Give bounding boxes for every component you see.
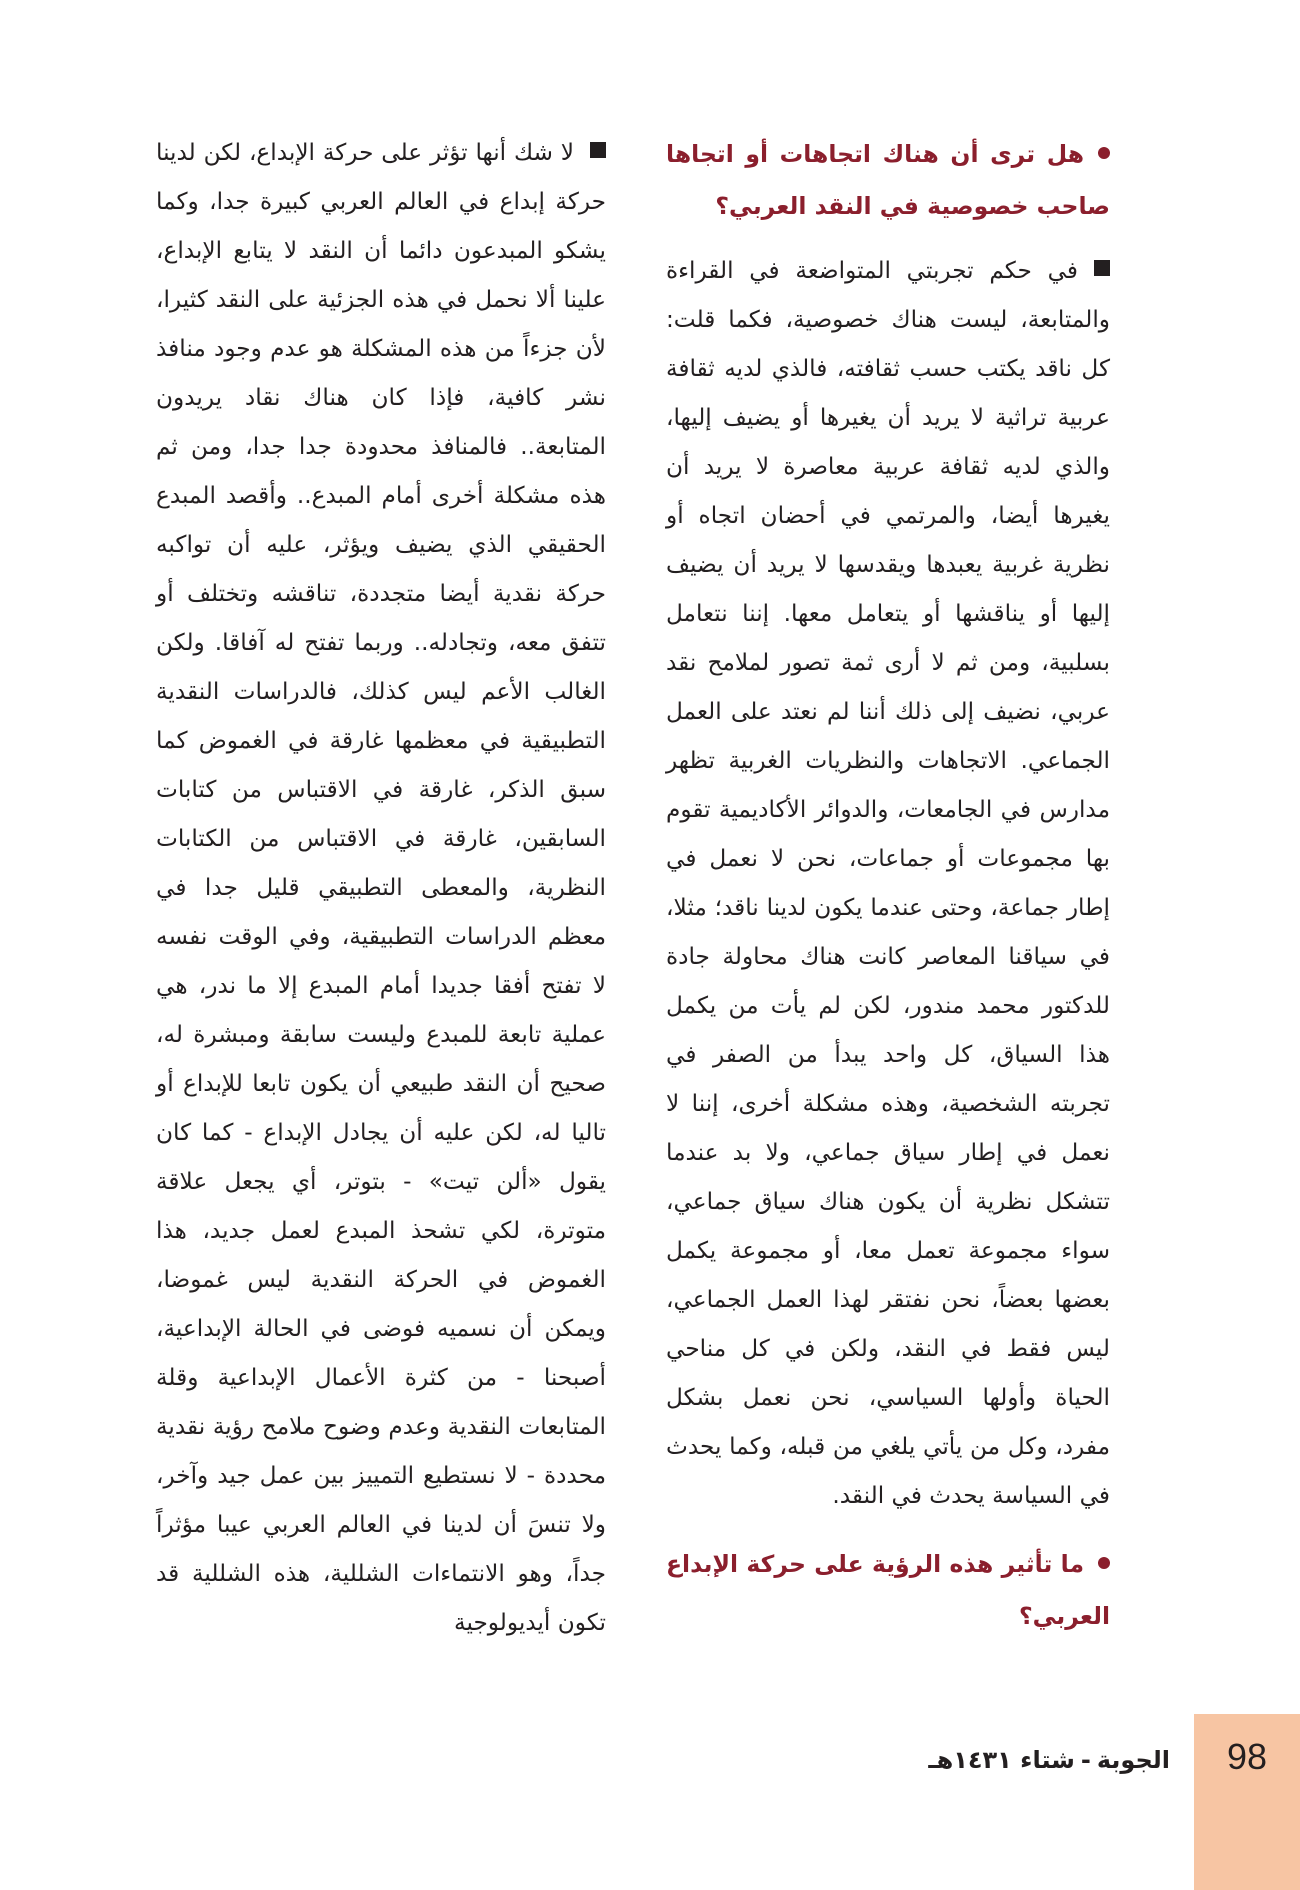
interview-question bbox=[666, 1538, 1110, 1642]
page-number: 98 bbox=[1226, 1736, 1268, 1777]
left-column bbox=[156, 128, 606, 1647]
interview-answer bbox=[666, 246, 1110, 1520]
issue-date: شتاء ١٤٣١هـ bbox=[928, 1746, 1075, 1774]
magazine-name: الجوبة bbox=[1096, 1746, 1170, 1774]
question-text: ما تأثير هذه الرؤية على حركة الإبداع العربي؟ bbox=[666, 1550, 1110, 1630]
bullet-dot-icon bbox=[1098, 147, 1110, 159]
footer-separator: - bbox=[1080, 1746, 1091, 1774]
page-number-tab bbox=[1194, 1714, 1300, 1890]
interview-question bbox=[666, 128, 1110, 232]
question-text: هل ترى أن هناك اتجاهات أو اتجاها صاحب خصوصية في النقد العربي؟ bbox=[666, 140, 1110, 220]
answer-text: لا شك أنها تؤثر على حركة الإبداع، لكن لدينا حركة إبداع في العالم العربي كبيرة جدا، وكما يشكو المبدعون دائما أن النقد لا يتابع الإبداع، علينا ألا نحمل في هذه الجزئية على النقد كثيرا، لأن جزءاً من هذه المشكلة هو عدم وجود منافذ نشر كافية، فإذا كان هناك نقاد يريدون المتابعة.. فالمنافذ محدودة جدا جدا، ومن ثم هذه مشكلة أخرى أمام المبدع.. وأقصد المبدع الحقيقي الذي يضيف ويؤثر، عليه أن تواكبه حركة نقدية أيضا متجددة، تناقشه وتختلف أو تتفق معه، وتجادله.. وربما تفتح له آفاقا. ولكن الغالب الأعم ليس كذلك، فالدراسات النقدية التطبيقية في معظمها غارقة في الغموض كما سبق الذكر، غارقة في الاقتباس من كتابات السابقين، غارقة في الاقتباس من الكتابات النظرية، والمعطى التطبيقي قليل جدا في معظم الدراسات التطبيقية، وفي الوقت نفسه لا تفتح أفقا جديدا أمام المبدع إلا ما ندر، هي عملية تابعة للمبدع وليست سابقة ومبشرة له، صحيح أن النقد طبيعي أن يكون تابعا للإبداع أو تاليا له، لكن عليه أن يجادل الإبداع - كما كان يقول «ألن تيت» - بتوتر، أي يجعل علاقة متوترة، لكي تشحذ المبدع لعمل جديد، هذا الغموض في الحركة النقدية ليس غموضا، ويمكن أن نسميه فوضى في الحالة الإبداعية، أصبحنا - من كثرة الأعمال الإبداعية وقلة المتابعات النقدية وعدم وضوح ملامح رؤية نقدية محددة - لا نستطيع التمييز بين عمل جيد وآخر، ولا تنسَ أن لدينا في العالم العربي عيبا مؤثراً جداً، وهو الانتماءات الشللية، هذه الشللية قد تكون أيديولوجية bbox=[156, 139, 606, 1636]
right-column bbox=[666, 128, 1110, 1642]
square-bullet-icon bbox=[1094, 260, 1110, 276]
interview-answer bbox=[156, 128, 606, 1647]
answer-text: في حكم تجربتي المتواضعة في القراءة والمتابعة، ليست هناك خصوصية، فكما قلت: كل ناقد يكتب حسب ثقافته، فالذي لديه ثقافة عربية تراثية لا يريد أن يغيرها أو يضيف إليها، والذي لديه ثقافة عربية معاصرة لا يريد أن يغيرها أيضا، والمرتمي في أحضان اتجاه أو نظرية غربية يعبدها ويقدسها لا يريد أن يضيف إليها أو يناقشها أو يتعامل معها. إننا نتعامل بسلبية، ومن ثم لا أرى ثمة تصور لملامح نقد عربي، نضيف إلى ذلك أننا لم نعتد على العمل الجماعي. الاتجاهات والنظريات الغربية تظهر مدارس في الجامعات، والدوائر الأكاديمية تقوم بها مجموعات أو جماعات، نحن لا نعمل في إطار جماعة، وحتى عندما يكون لدينا ناقد؛ مثلا، في سياقنا المعاصر كانت هناك محاولة جادة للدكتور محمد مندور، لكن لم يأت من يكمل هذا السياق، كل واحد يبدأ من الصفر في تجربته الشخصية، وهذه مشكلة أخرى، إننا لا نعمل في إطار سياق جماعي، ولا بد عندما تتشكل نظرية أن يكون هناك سياق جماعي، سواء مجموعة تعمل معا، أو مجموعة يكمل بعضها بعضاً، نحن نفتقر لهذا العمل الجماعي، ليس فقط في النقد، ولكن في كل مناحي الحياة وأولها السياسي، نحن نعمل بشكل مفرد، وكل من يأتي يلغي من قبله، وكما يحدث في السياسة يحدث في النقد. bbox=[666, 257, 1110, 1509]
page-footer bbox=[928, 1746, 1170, 1774]
square-bullet-icon bbox=[590, 142, 606, 158]
bullet-dot-icon bbox=[1098, 1557, 1110, 1569]
